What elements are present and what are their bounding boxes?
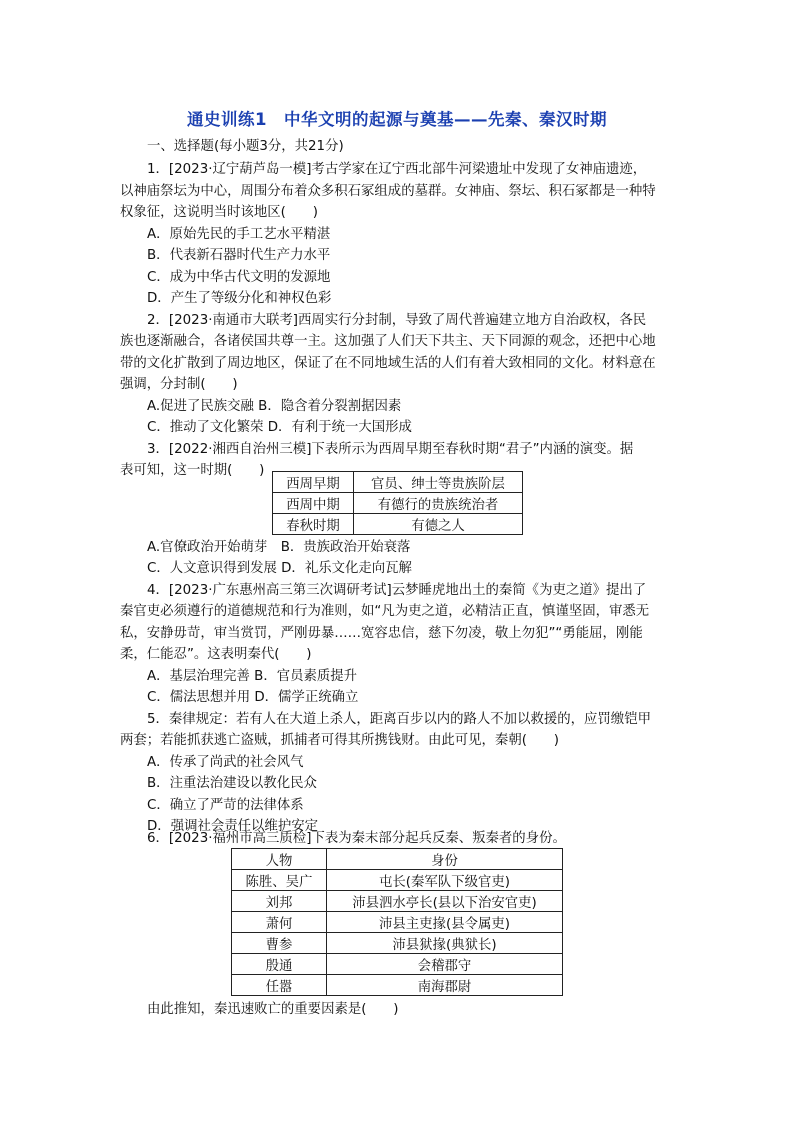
table-row bbox=[232, 912, 563, 933]
table-cell: 春秋时期 bbox=[273, 514, 354, 535]
q3-options-cd: C．人文意识得到发展 D．礼乐文化走向瓦解 bbox=[147, 561, 412, 576]
table-cell: 有德行的贵族统治者 bbox=[354, 493, 523, 514]
table-row bbox=[273, 514, 523, 535]
q3-options-ab: A.官僚政治开始萌芽 B．贵族政治开始衰落 bbox=[147, 540, 411, 555]
table-row bbox=[232, 933, 563, 954]
q4-stem-line: 柔，仁能忍”。这表明秦代( ) bbox=[120, 647, 312, 662]
q1-option-d: D．产生了等级分化和神权色彩 bbox=[147, 291, 332, 306]
q4-stem-line: 私，安静毋苛，审当赏罚，严刚毋暴……宽容忠信，慈下勿凌，敬上勿犯”“勇能屈，刚能 bbox=[120, 626, 643, 641]
q4-options-ab: A．基层治理完善 B．官员素质提升 bbox=[147, 669, 358, 684]
q2-stem-line: 带的文化扩散到了周边地区，保证了在不同地域生活的人们有着大致相同的文化。材料意在 bbox=[120, 356, 656, 371]
table-cell: 有德之人 bbox=[354, 514, 523, 535]
table-row bbox=[232, 891, 563, 912]
q5-stem-line: 两套；若能抓获逃亡盗贼，抓捕者可得其所携钱财。由此可见，秦朝( ) bbox=[120, 733, 559, 748]
q5-option-c: C．确立了严苛的法律体系 bbox=[147, 798, 304, 813]
table-cell: 西周早期 bbox=[273, 472, 354, 493]
q6-table bbox=[231, 848, 563, 996]
q4-stem-line: 4．[2023·广东惠州高三第三次调研考试]云梦睡虎地出土的秦简《为吏之道》提出了 bbox=[147, 583, 647, 598]
q2-options-cd: C．推动了文化繁荣 D．有利于统一大国形成 bbox=[147, 420, 412, 435]
table-cell: 曹参 bbox=[232, 933, 327, 954]
table-cell: 沛县泗水亭长(县以下治安官吏) bbox=[327, 891, 563, 912]
q5-option-d: D．强调社会责任以维护安定 bbox=[147, 819, 318, 834]
q5-option-a: A．传承了尚武的社会风气 bbox=[147, 755, 304, 770]
q1-option-b: B．代表新石器时代生产力水平 bbox=[147, 248, 331, 263]
q1-option-a: A．原始先民的手工艺水平精湛 bbox=[147, 227, 331, 242]
table-header-row bbox=[232, 849, 563, 870]
section-heading: 一、选择题(每小题3分，共21分) bbox=[147, 139, 344, 154]
table-cell: 萧何 bbox=[232, 912, 327, 933]
q3-table bbox=[272, 471, 523, 535]
table-row bbox=[273, 472, 523, 493]
q2-stem-line: 强调，分封制( ) bbox=[120, 377, 238, 392]
table-cell: 殷通 bbox=[232, 954, 327, 975]
q3-stem-line: 3．[2022·湘西自治州三模]下表所示为西周早期至春秋时期“君子”内涵的演变。据 bbox=[147, 442, 634, 457]
page-title: 通史训练1 中华文明的起源与奠基——先秦、秦汉时期 bbox=[187, 110, 607, 129]
q3-stem-line: 表可知，这一时期( ) bbox=[120, 463, 265, 478]
table-cell: 刘邦 bbox=[232, 891, 327, 912]
table-header-cell: 身份 bbox=[327, 849, 563, 870]
q4-stem-line: 秦官吏必须遵行的道德规范和行为准则，如“凡为吏之道，必精洁正直，慎谨坚固，审悉无 bbox=[120, 604, 650, 619]
q1-stem-line: 以神庙祭坛为中心，周围分布着众多积石冢组成的墓群。女神庙、祭坛、积石冢都是一种特 bbox=[120, 184, 656, 199]
q6-question-line: 由此推知，秦迅速败亡的重要因素是( ) bbox=[147, 1002, 399, 1017]
table-cell: 沛县狱掾(典狱长) bbox=[327, 933, 563, 954]
q5-option-b: B．注重法治建设以教化民众 bbox=[147, 776, 317, 791]
q2-options-ab: A.促进了民族交融 B．隐含着分裂割据因素 bbox=[147, 399, 402, 414]
q6-stem-line: 6．[2023·福州市高三质检]下表为秦末部分起兵反秦、叛秦者的身份。 bbox=[147, 831, 566, 846]
table-cell: 陈胜、吴广 bbox=[232, 870, 327, 891]
table-cell: 西周中期 bbox=[273, 493, 354, 514]
table-row bbox=[273, 493, 523, 514]
table-cell: 南海郡尉 bbox=[327, 975, 563, 996]
table-cell: 会稽郡守 bbox=[327, 954, 563, 975]
q2-stem-line: 族也逐渐融合，各诸侯国共尊一主。这加强了人们天下共主、天下同源的观念，还把中心地 bbox=[120, 334, 656, 349]
q1-option-c: C．成为中华古代文明的发源地 bbox=[147, 270, 331, 285]
q1-stem-line: 1．[2023·辽宁葫芦岛一模]考古学家在辽宁西北部牛河梁遗址中发现了女神庙遗迹， bbox=[147, 162, 647, 177]
table-header-cell: 人物 bbox=[232, 849, 327, 870]
table-row bbox=[232, 954, 563, 975]
q5-stem-line: 5．秦律规定：若有人在大道上杀人，距离百步以内的路人不加以救援的，应罚缴铠甲 bbox=[147, 712, 651, 727]
table-row bbox=[232, 870, 563, 891]
q4-options-cd: C．儒法思想并用 D．儒学正统确立 bbox=[147, 690, 359, 705]
table-cell: 沛县主吏掾(县令属吏) bbox=[327, 912, 563, 933]
q2-stem-line: 2．[2023·南通市大联考]西周实行分封制，导致了周代普遍建立地方自治政权，各民 bbox=[147, 313, 647, 328]
table-row bbox=[232, 975, 563, 996]
table-cell: 任嚣 bbox=[232, 975, 327, 996]
q1-stem-line: 权象征，这说明当时该地区( ) bbox=[120, 205, 318, 220]
table-cell: 官员、绅士等贵族阶层 bbox=[354, 472, 523, 493]
table-cell: 屯长(秦军队下级官吏) bbox=[327, 870, 563, 891]
